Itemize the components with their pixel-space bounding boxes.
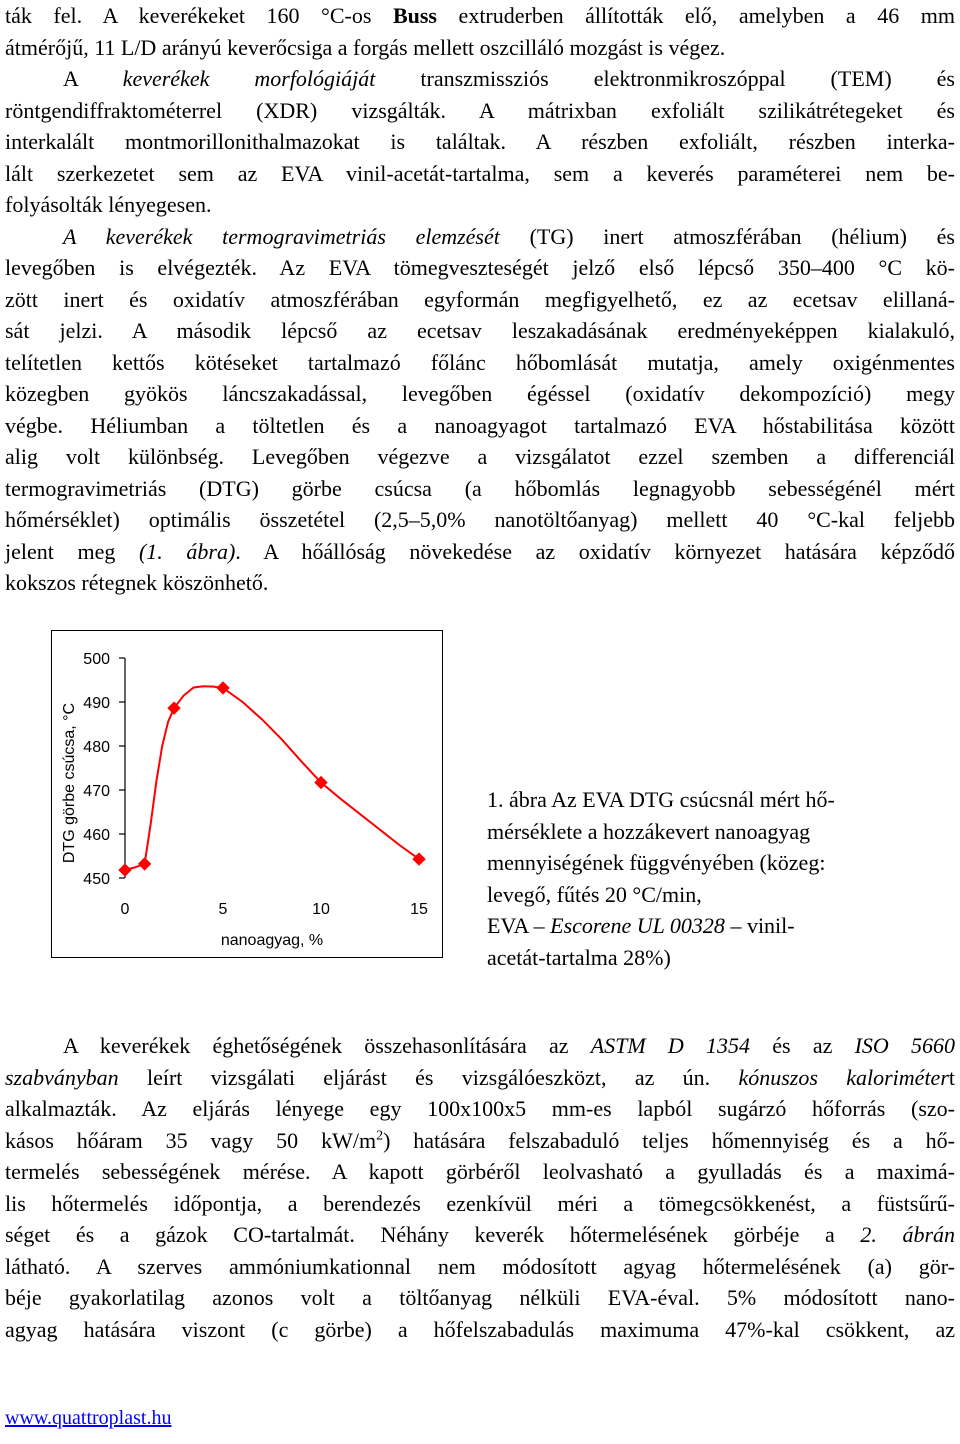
text-run: ISO 5660 bbox=[854, 1033, 956, 1058]
text-line bbox=[5, 221, 955, 253]
x-tick-label: 10 bbox=[312, 901, 330, 918]
text-line bbox=[5, 0, 955, 32]
text-line bbox=[5, 567, 955, 599]
text-run: röntgendiffraktométerrel (XDR) vizsgálták. A mátrixban exfoliált szilikátrétegeket és bbox=[5, 97, 955, 123]
text-run: A keverékek éghetőségének összehasonlítására az bbox=[63, 1033, 591, 1058]
text-line bbox=[5, 1030, 955, 1062]
text-line bbox=[5, 410, 955, 442]
text-run: jelent meg bbox=[5, 538, 139, 564]
text-run: béje gyakorlatilag azonos volt a töltőanyag nélküli EVA-éval. 5% módosított nano- bbox=[5, 1285, 955, 1310]
text-line bbox=[5, 473, 955, 505]
text-run: mennyiségének függvényében (közeg: bbox=[487, 850, 826, 875]
text-run: szabványban bbox=[5, 1064, 119, 1090]
text-line bbox=[487, 847, 937, 879]
text-run: agyag hatására viszont (c görbe) a hőfelszabadulás maximuma 47%-kal csökkent, az bbox=[5, 1316, 955, 1342]
paragraph-3 bbox=[5, 221, 955, 599]
text-line bbox=[5, 1251, 955, 1283]
y-tick-label: 480 bbox=[83, 739, 110, 756]
text-run: kónuszos kaloriméter bbox=[738, 1064, 949, 1090]
paragraph-4 bbox=[5, 1030, 955, 1345]
paragraph-1 bbox=[5, 0, 955, 63]
text-line bbox=[5, 441, 955, 473]
text-run: ) hatására felszabaduló teljes hőmennyiség és a hő- bbox=[383, 1127, 956, 1153]
y-axis-label: DTG görbe csúcsa, °C bbox=[61, 702, 78, 864]
text-line bbox=[5, 1062, 955, 1094]
text-line bbox=[5, 1156, 955, 1188]
text-line bbox=[487, 879, 937, 911]
text-line bbox=[5, 1282, 955, 1314]
text-run: – vinil- bbox=[724, 913, 795, 938]
text-run: ASTM D 1354 bbox=[590, 1033, 751, 1058]
text-run: alkalmazták. Az eljárás lényege egy 100x100x5 mm-es lapból sugárzó hőforrás (szo- bbox=[5, 1096, 955, 1121]
text-line bbox=[5, 1219, 955, 1251]
x-tick-label: 0 bbox=[120, 901, 130, 918]
x-tick-label: 5 bbox=[218, 901, 228, 918]
text-line bbox=[5, 347, 955, 379]
text-line bbox=[5, 252, 955, 284]
x-tick-label: 15 bbox=[410, 901, 428, 918]
text-run: levegőben is elvégezték. Az EVA tömegveszteségét jelző első lépcső 350–400 °C kö- bbox=[5, 255, 955, 280]
text-run: folyásolták lényegesen. bbox=[5, 192, 212, 217]
y-tick-label: 460 bbox=[83, 827, 110, 844]
text-run: leírt vizsgálati eljárást és vizsgálóeszközt, az ún. bbox=[118, 1064, 739, 1090]
y-tick-label: 500 bbox=[83, 651, 110, 668]
text-line bbox=[5, 284, 955, 316]
text-run: lis hőtermelés időpontja, a berendezés ezenkívül méri a tömegcsökkenést, a füstsűrű- bbox=[5, 1190, 955, 1216]
text-run: t bbox=[948, 1064, 956, 1090]
text-run: és az bbox=[750, 1033, 855, 1058]
x-axis-label: nanoagyag, % bbox=[220, 932, 324, 949]
text-run: Escorene UL 00328 bbox=[550, 913, 725, 938]
text-run: sát jelzi. A második lépcső az ecetsav leszakadásának eredményeképpen kialakuló, bbox=[5, 318, 955, 343]
text-run: 2 bbox=[376, 1128, 384, 1144]
text-run: EVA – bbox=[487, 913, 551, 938]
text-line bbox=[5, 1188, 955, 1220]
text-run: mérséklete a hozzákevert nanoagyag bbox=[487, 818, 811, 844]
text-run: interkalált montmorillonithalmazokat is találtak. A részben exfoliált, részben interka- bbox=[5, 129, 955, 154]
text-run: A keverékek termogravimetriás elemzését bbox=[63, 223, 500, 249]
text-line bbox=[5, 504, 955, 536]
text-line bbox=[5, 315, 955, 347]
text-run: acetát-tartalma 28%) bbox=[487, 944, 671, 970]
text-run: átmérőjű, 11 L/D arányú keverőcsiga a forgás mellett oszcilláló mozgást is végez. bbox=[5, 34, 726, 60]
paragraph-2 bbox=[5, 63, 955, 221]
text-run: zött inert és oxidatív atmoszférában egyformán megfigyelhető, ez az ecetsav elillaná- bbox=[5, 286, 955, 312]
text-line bbox=[5, 536, 955, 568]
text-line bbox=[487, 784, 937, 816]
text-run: termelés sebességének mérése. A kapott görbéről leolvasható a gyulladás és a maximá- bbox=[5, 1159, 955, 1184]
text-run: kokszos rétegnek köszönhető. bbox=[5, 570, 269, 595]
text-run: termogravimetriás (DTG) görbe csúcsa (a hőbomlás legnagyobb sebességénél mért bbox=[5, 475, 955, 501]
text-run: végbe. Héliumban a töltetlen és a nanoagyagot tartalmazó EVA hőstabilitása között bbox=[5, 412, 955, 438]
text-line bbox=[5, 158, 955, 190]
text-line bbox=[5, 1314, 955, 1346]
text-line bbox=[5, 32, 955, 64]
text-line bbox=[487, 816, 937, 848]
dtg-peak-chart bbox=[52, 631, 442, 957]
text-line bbox=[5, 126, 955, 158]
y-tick-label: 490 bbox=[83, 695, 110, 712]
figure-1-chart bbox=[51, 630, 443, 958]
text-run: ták fel. A keverékeket 160 °C-os bbox=[5, 3, 393, 28]
text-line bbox=[5, 189, 955, 221]
text-run: látható. A szerves ammóniumkationnal nem módosított agyag hőtermelésének (a) gör- bbox=[5, 1253, 955, 1279]
footer-website-link[interactable]: www.quattroplast.hu bbox=[5, 1407, 172, 1429]
text-run: séget és a gázok CO-tartalmát. Néhány keverék hőtermelésének görbéje a bbox=[5, 1222, 861, 1247]
text-line bbox=[5, 1125, 955, 1157]
text-line bbox=[5, 95, 955, 127]
text-line bbox=[5, 1093, 955, 1125]
text-run: lált szerkezetet sem az EVA vinil-acetát-tartalma, sem a keverés paraméterei nem be- bbox=[5, 160, 955, 186]
text-line bbox=[5, 63, 955, 95]
data-point-marker bbox=[119, 864, 131, 876]
text-run: 1. ábra Az EVA DTG csúcsnál mért hő- bbox=[487, 787, 835, 812]
data-point-marker bbox=[139, 858, 151, 870]
figure-1-caption bbox=[487, 784, 937, 973]
text-run: extruderben állították elő, amelyben a 46 mm bbox=[437, 3, 955, 28]
text-line bbox=[487, 942, 937, 974]
text-line bbox=[5, 378, 955, 410]
text-run: kásos hőáram 35 vagy 50 kW/m bbox=[5, 1127, 377, 1153]
text-run: levegő, fűtés 20 °C/min, bbox=[487, 881, 702, 907]
text-run: Buss bbox=[392, 3, 437, 28]
text-run: alig volt különbség. Levegőben végezve a vizsgálatot ezzel szemben a differenciál bbox=[5, 444, 955, 469]
text-run: telítetlen kettős kötéseket tartalmazó főlánc hőbomlását mutatja, amely oxigénmentes bbox=[5, 349, 955, 375]
series-line bbox=[125, 686, 419, 870]
text-run: transzmissziós elektronmikroszóppal (TEM) és bbox=[375, 66, 955, 91]
text-run: A bbox=[63, 66, 123, 91]
y-tick-label: 470 bbox=[83, 783, 110, 800]
text-run: közegben gyökös láncszakadással, levegőben égéssel (oxidatív dekompozíció) megy bbox=[5, 381, 955, 406]
text-run: (1. ábra) bbox=[138, 538, 236, 564]
text-run: . A hőállóság növekedése az oxidatív környezet hatására képződő bbox=[235, 538, 955, 564]
text-run: (TG) inert atmoszférában (hélium) és bbox=[499, 223, 955, 249]
text-run: 2. ábrán bbox=[860, 1222, 956, 1247]
y-tick-label: 450 bbox=[83, 871, 110, 888]
text-line bbox=[487, 910, 937, 942]
text-run: hőmérséklet) optimális összetétel (2,5–5,0% nanotöltőanyag) mellett 40 °C-kal feljebb bbox=[5, 507, 955, 532]
text-run: keverékek morfológiáját bbox=[122, 66, 376, 91]
